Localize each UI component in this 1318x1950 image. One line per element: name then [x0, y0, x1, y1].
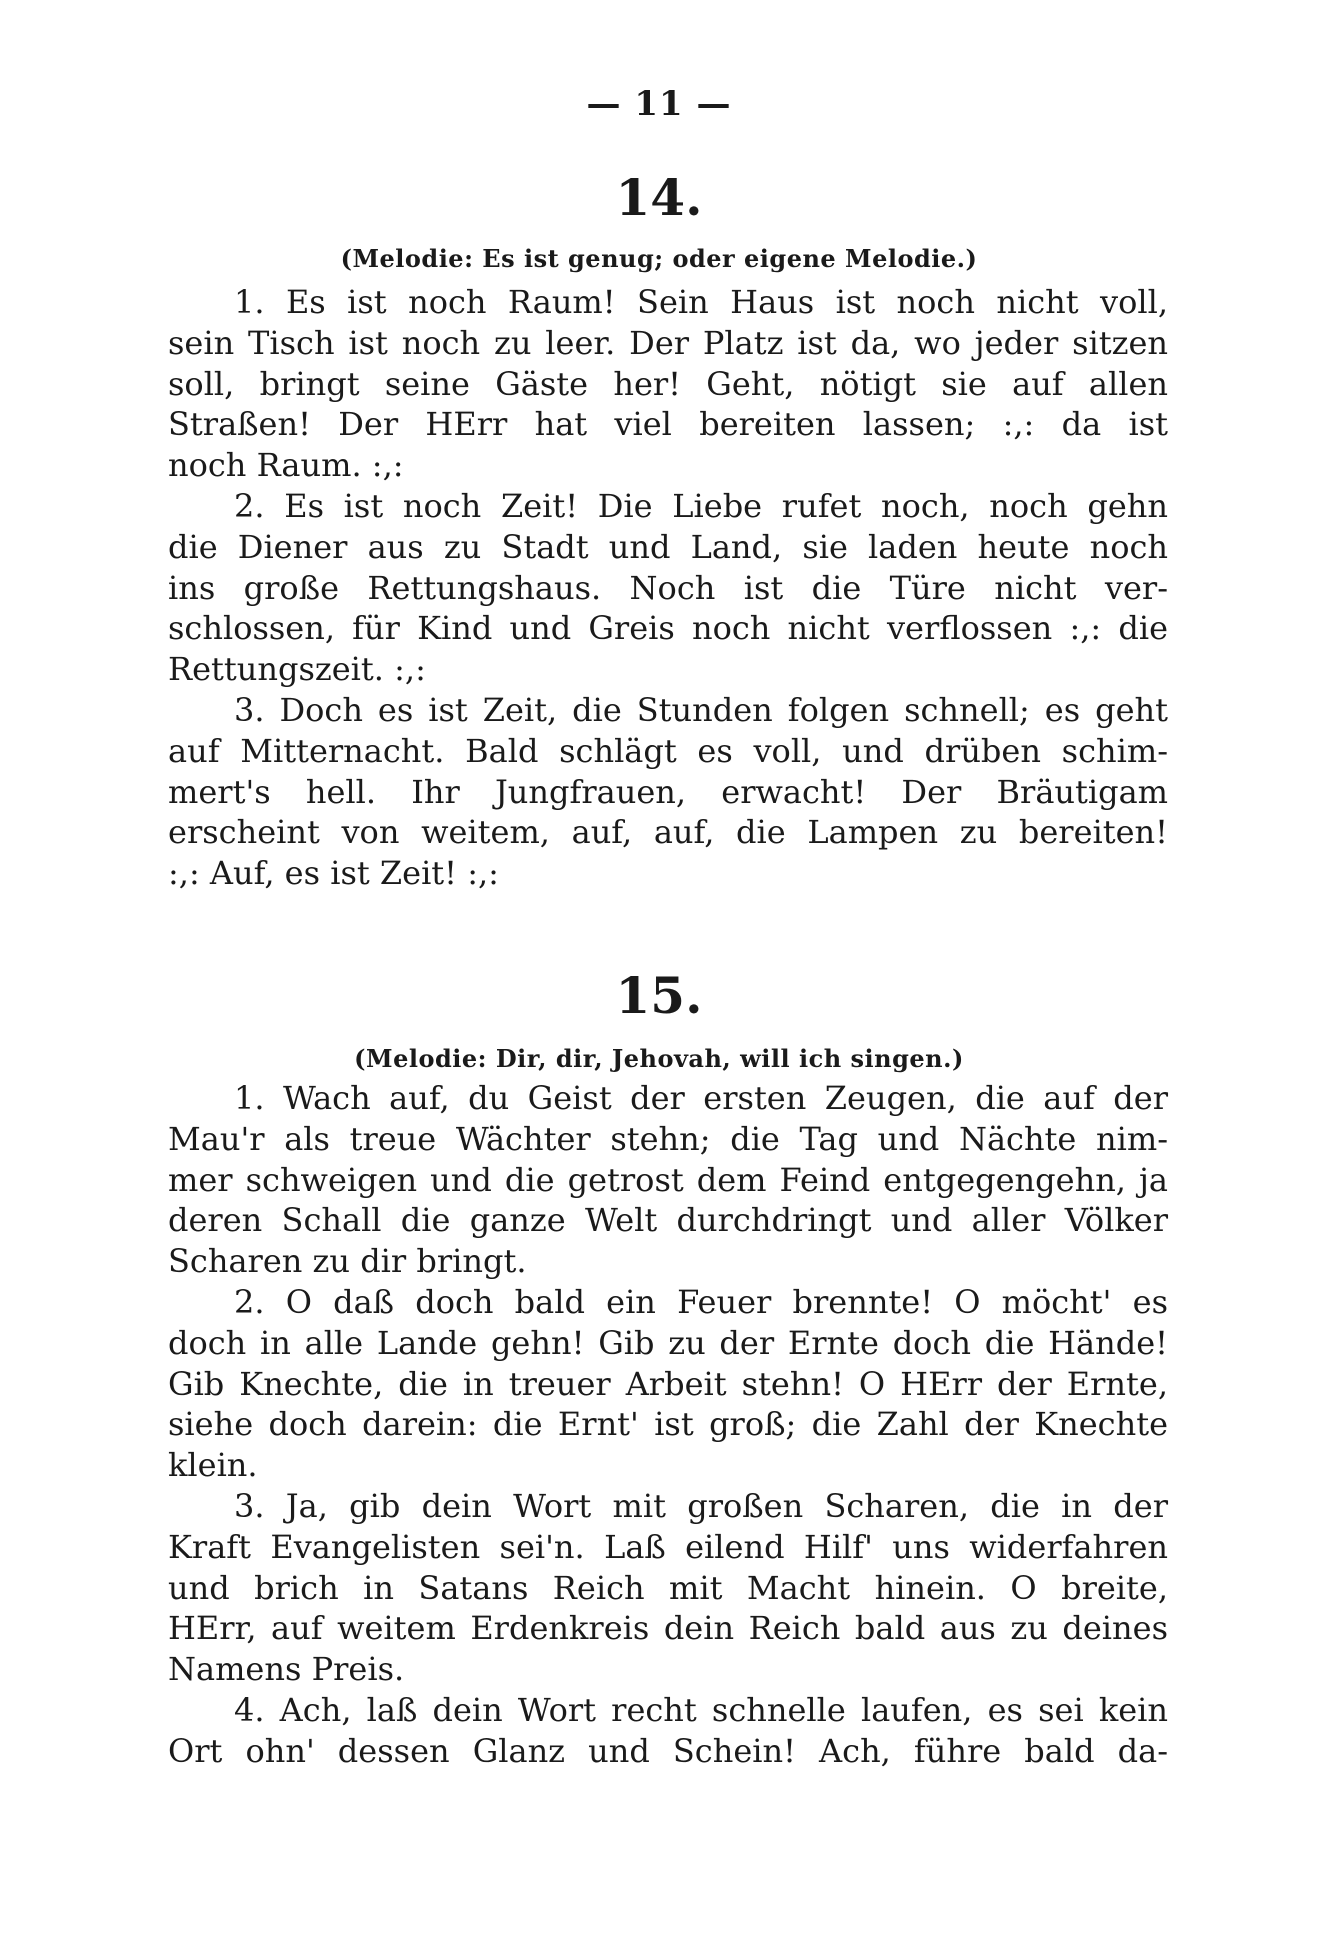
verse-line: Kraft Evangelisten sei'n. Laß eilend Hilf' uns widerfahren: [168, 1527, 1168, 1566]
melody-note: (Melodie: Dir, dir, Jehovah, will ich singen.): [354, 1044, 964, 1073]
verse-line: auf Mitternacht. Bald schlägt es voll, und drüben schim-: [168, 731, 1168, 770]
verse-line: soll, bringt seine Gäste her! Geht, nötigt sie auf allen: [168, 364, 1168, 403]
verse-line: Namens Preis.: [168, 1650, 405, 1689]
hymn-verses: [168, 282, 1168, 894]
verse-line: ins große Rettungshaus. Noch ist die Türe nicht ver-: [168, 568, 1168, 607]
verse-line: 1. Wach auf, du Geist der ersten Zeugen, die auf der: [234, 1079, 1168, 1117]
verse-line: die Diener aus zu Stadt und Land, sie laden heute noch: [168, 527, 1168, 566]
verse-line: deren Schall die ganze Welt durchdringt und aller Völker: [168, 1201, 1168, 1240]
verse-line: Straßen! Der HErr hat viel bereiten lassen; :,: da ist: [168, 405, 1168, 444]
hymn-number: 15.: [615, 966, 703, 1025]
melody-note: (Melodie: Es ist genug; oder eigene Melodie.): [340, 244, 978, 273]
verse-line: und brich in Satans Reich mit Macht hinein. O breite,: [168, 1568, 1168, 1607]
verse-line: :,: Auf, es ist Zeit! :,:: [168, 854, 499, 893]
verse-line: erscheint von weitem, auf, auf, die Lampen zu bereiten!: [168, 813, 1168, 852]
verse: [168, 1690, 1168, 1772]
verse-line: noch Raum. :,:: [168, 446, 404, 485]
verse-line: 3. Ja, gib dein Wort mit großen Scharen, die in der: [234, 1486, 1168, 1525]
verse: [168, 1282, 1168, 1486]
verse-line: Scharen zu dir bringt.: [168, 1242, 527, 1281]
verse-line: schlossen, für Kind und Greis noch nicht verflossen :,: die: [168, 609, 1168, 648]
verse-line: 4. Ach, laß dein Wort recht schnelle laufen, es sei kein: [234, 1690, 1168, 1729]
verse-line: sein Tisch ist noch zu leer. Der Platz ist da, wo jeder sitzen: [168, 323, 1168, 362]
verse-line: Rettungszeit. :,:: [168, 650, 426, 689]
verse: [168, 690, 1168, 894]
verse-line: Gib Knechte, die in treuer Arbeit stehn! O HErr der Ernte,: [168, 1364, 1168, 1403]
hymn-verses: [168, 1078, 1168, 1772]
verse-line: 2. O daß doch bald ein Feuer brennte! O möcht' es: [234, 1282, 1168, 1321]
verse-line: 2. Es ist noch Zeit! Die Liebe rufet noch, noch gehn: [234, 486, 1168, 525]
verse-line: 3. Doch es ist Zeit, die Stunden folgen schnell; es geht: [234, 690, 1168, 729]
verse-line: Ort ohn' dessen Glanz und Schein! Ach, führe bald da-: [168, 1731, 1168, 1770]
verse: [168, 282, 1168, 486]
verse: [168, 1486, 1168, 1690]
verse-line: mert's hell. Ihr Jungfrauen, erwacht! Der Bräutigam: [168, 772, 1168, 811]
verse-line: klein.: [168, 1446, 258, 1485]
verse-line: mer schweigen und die getrost dem Feind entgegengehn, ja: [168, 1160, 1168, 1199]
verse-line: siehe doch darein: die Ernt' ist groß; die Zahl der Knechte: [168, 1405, 1168, 1444]
verse-line: doch in alle Lande gehn! Gib zu der Ernte doch die Hände!: [168, 1323, 1168, 1362]
verse: [168, 486, 1168, 690]
page-number: — 11 —: [586, 84, 732, 124]
hymn-number: 14.: [615, 168, 703, 227]
verse-line: HErr, auf weitem Erdenkreis dein Reich bald aus zu deines: [168, 1609, 1168, 1648]
verse-line: 1. Es ist noch Raum! Sein Haus ist noch nicht voll,: [234, 283, 1168, 321]
verse: [168, 1078, 1168, 1282]
verse-line: Mau'r als treue Wächter stehn; die Tag und Nächte nim-: [168, 1119, 1168, 1158]
